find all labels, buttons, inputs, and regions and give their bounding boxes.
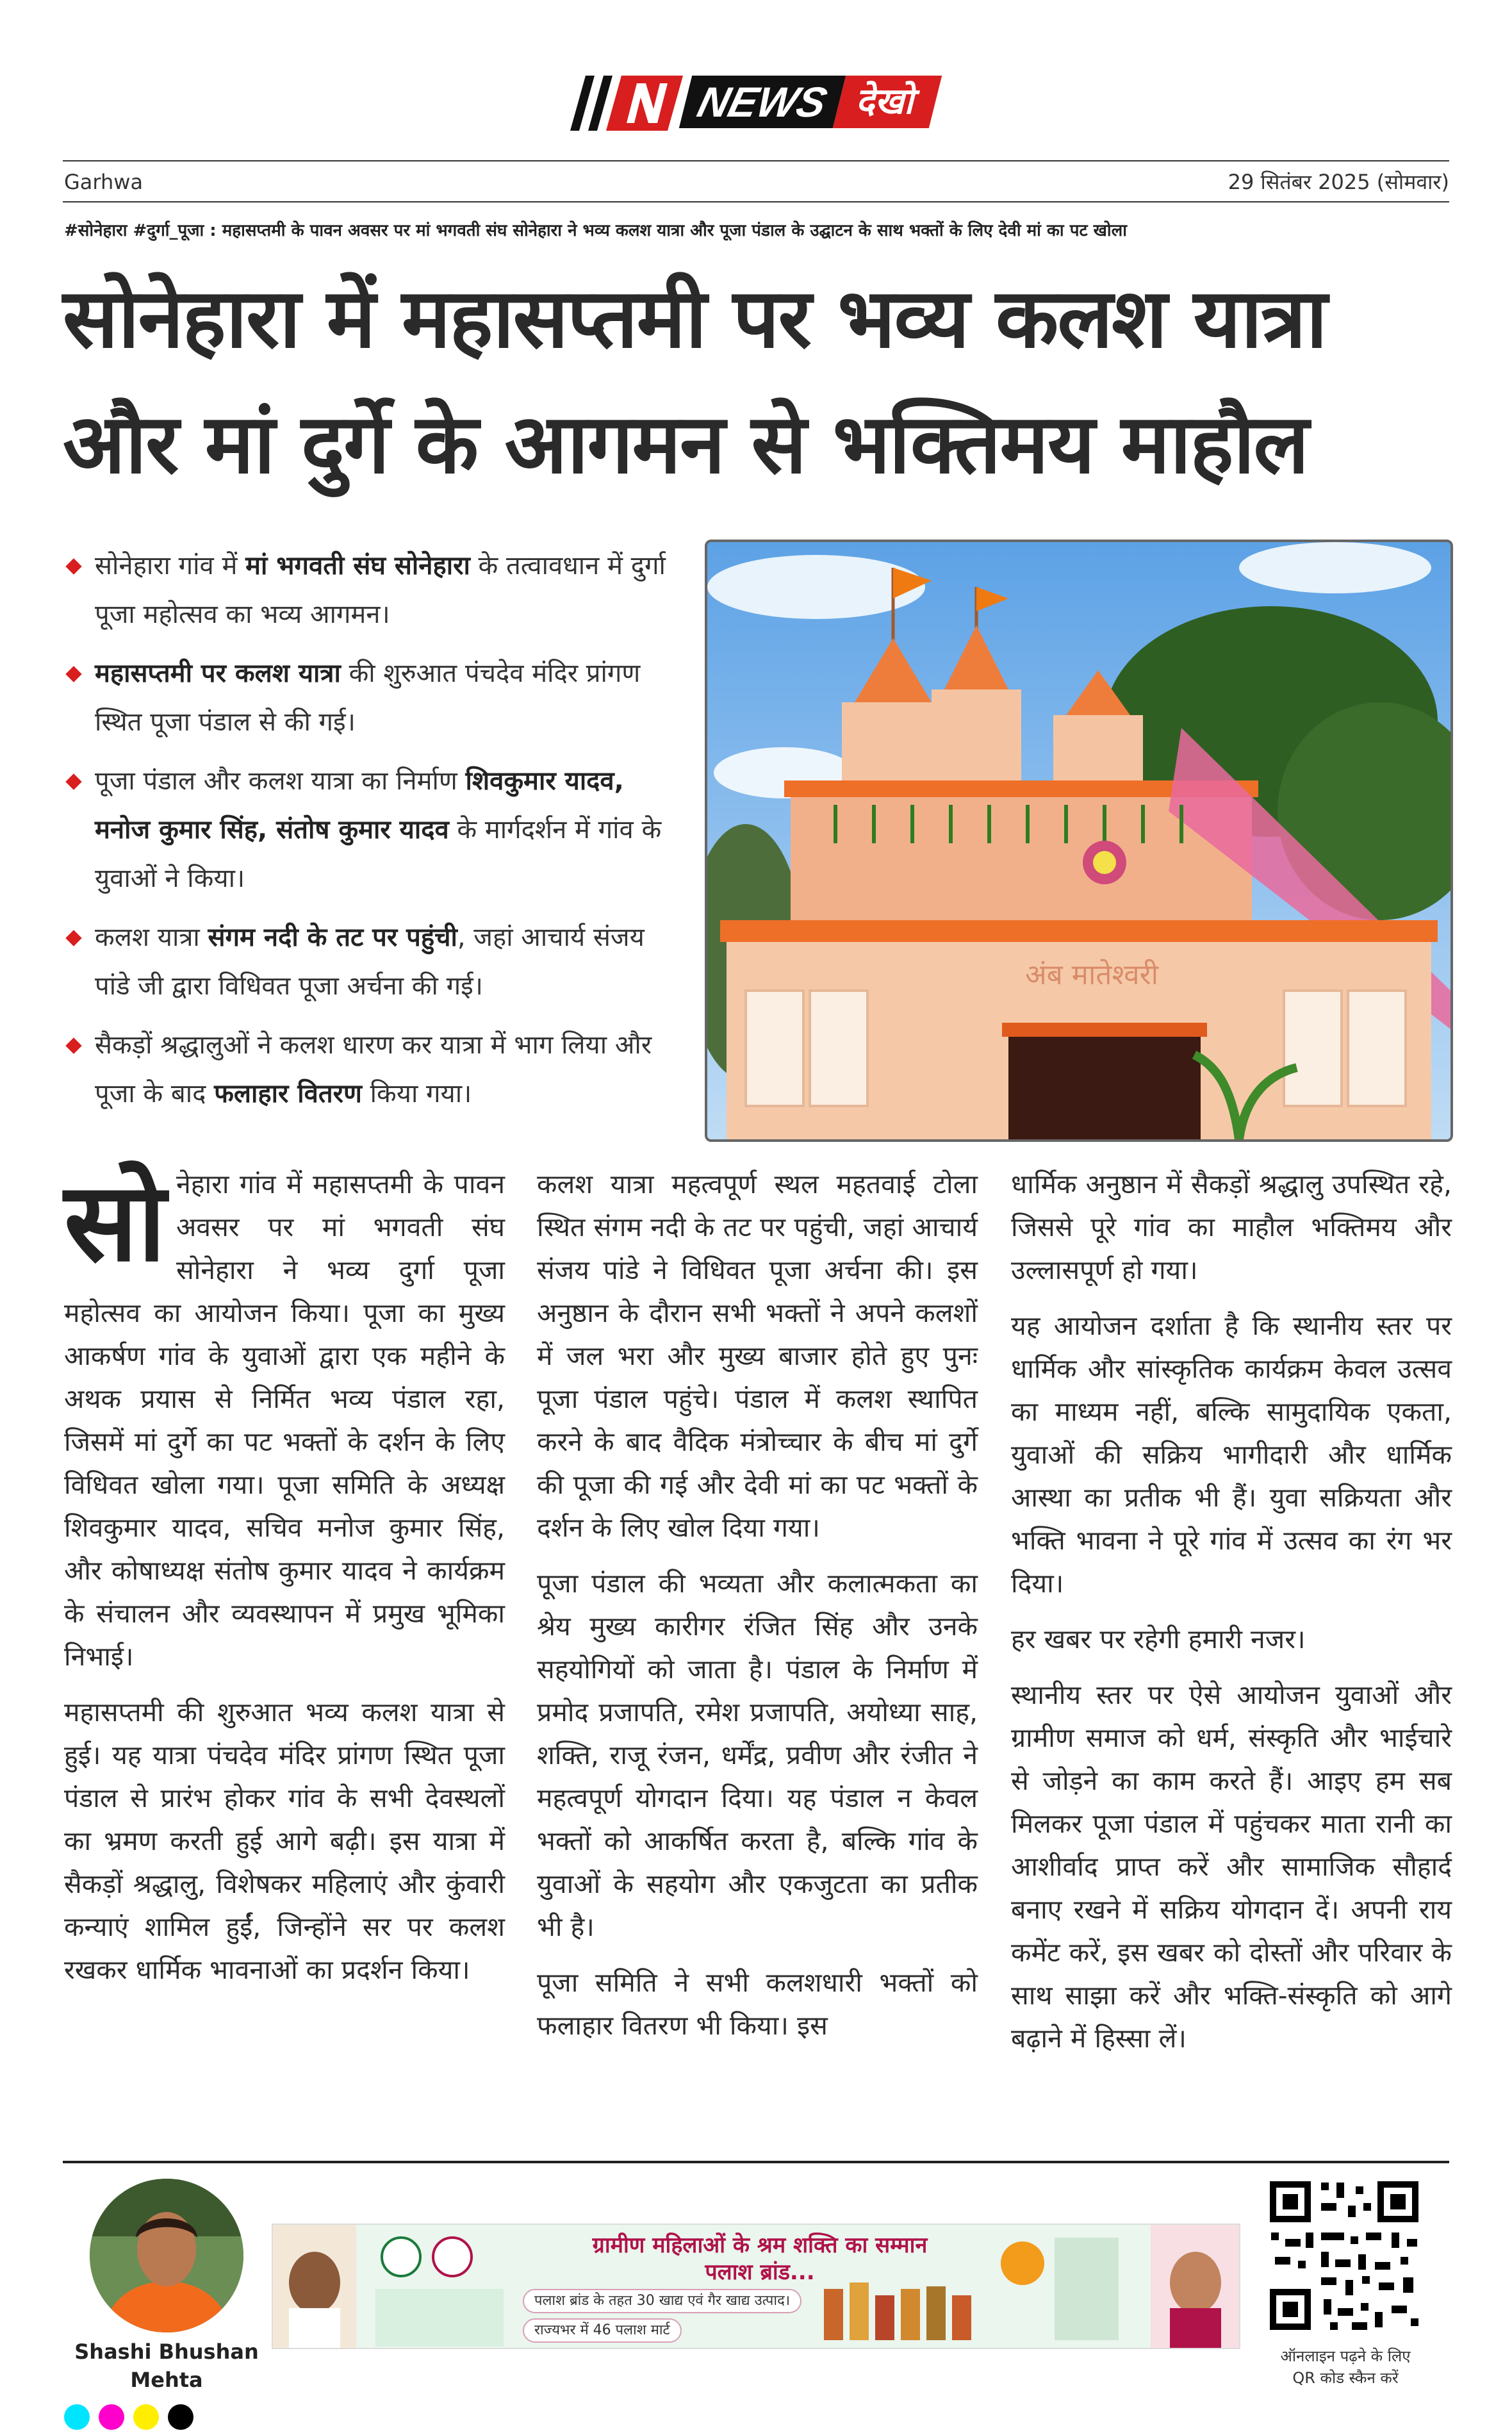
article-column-3: [1011, 1163, 1452, 2073]
highlight-item: पूजा पंडाल और कलश यात्रा का निर्माण शिवकुमार यादव, मनोज कुमार सिंह, संतोष कुमार यादव के मार्गदर्शन में गांव के युवाओं ने किया।: [64, 757, 686, 903]
cyan-dot-icon: [64, 2404, 90, 2430]
footer-rule: [63, 2161, 1449, 2163]
author-portrait-icon: [90, 2179, 243, 2332]
site-logo[interactable]: [557, 72, 955, 135]
highlight-item: कलश यात्रा संगम नदी के तट पर पहुंची, जहां आचार्य संजय पांडे जी द्वारा विधिवत पूजा अर्चना की गई।: [64, 913, 686, 1011]
advertisement-banner[interactable]: [272, 2224, 1240, 2349]
drop-cap: सो: [64, 1159, 166, 1286]
article-paragraph: स्थानीय स्तर पर ऐसे आयोजन युवाओं और ग्रामीण समाज को धर्म, संस्कृति और भाईचारे से जोड़ने का काम करते हैं। आइए हम सब मिलकर पूजा पंडाल में पहुंचकर माता रानी का आशीर्वाद प्राप्त करें और सामाजिक सौहार्द बनाए रखने में सक्रिय योगदान दें। अपनी राय कमेंट करें, इस खबर को दोस्तों और परिवार के साथ साझा करें और भक्ति-संस्कृति को आगे बढ़ाने में हिस्सा लें।: [1011, 1680, 1452, 2054]
article-paragraph: हर खबर पर रहेगी हमारी नजर।: [1011, 1624, 1306, 1655]
pandal-photo[interactable]: [705, 540, 1453, 1142]
article-paragraph: पूजा पंडाल की भव्यता और कलात्मकता का श्रेय मुख्य कारीगर रंजित सिंह और उनके सहयोगियों को जाता है। पंडाल के निर्माण में प्रमोद प्रजापति, रमेश प्रजापति, अयोध्या साह, शक्ति, राजू रंजन, धर्मेंद्र, प्रवीण और रंजीत ने महत्वपूर्ण योगदान दिया। यह पंडाल न केवल भक्तों को आकर्षित करता है, बल्कि गांव के युवाओं के सहयोग और एकजुटता का प्रतीक भी है।: [537, 1568, 978, 1942]
bullet-diamond-icon: [65, 1037, 81, 1053]
qr-code-icon: [1266, 2177, 1422, 2334]
ad-subtitle: पलाश ब्रांड...: [705, 2259, 815, 2285]
headline-line-2: और मां दुर्गे के आगमन से भक्तिमय माहौल: [63, 397, 1308, 492]
header-rule-lower: [63, 201, 1449, 202]
ad-point: पलाश ब्रांड के तहत 30 खाद्य एवं गैर खाद्य उत्पाद।: [523, 2289, 801, 2313]
page-headline: [63, 256, 1453, 508]
article-paragraph: सोनेहारा गांव में महासप्तमी के पावन अवसर पर मां भगवती संघ सोनेहारा ने भव्य दुर्गा पूजा महोत्सव का आयोजन किया। पूजा का मुख्य आकर्षण गांव के युवाओं द्वारा एक महीने के अथक प्रयास से निर्मित भव्य पंडाल रहा, जिसमें मां दुर्गे का पट भक्तों के दर्शन के लिए विधिवत खोला गया। पूजा समिति के अध्यक्ष शिवकुमार यादव, सचिव मनोज कुमार सिंह, और कोषाध्यक्ष संतोष कुमार यादव ने कार्यक्रम के संचालन और व्यवस्थापन में प्रमुख भूमिका निभाई।: [64, 1159, 505, 1672]
qr-caption: ऑनलाइन पढ़ने के लिए QR कोड स्कैन करें: [1280, 2347, 1411, 2387]
article-paragraph: धार्मिक अनुष्ठान में सैकड़ों श्रद्धालु उपस्थित रहे, जिससे पूरे गांव का माहौल भक्तिमय और उल्लासपूर्ण हो गया।: [1011, 1169, 1452, 1285]
highlight-item: महासप्तमी पर कलश यात्रा की शुरुआत पंचदेव मंदिर प्रांगण स्थित पूजा पंडाल से की गई।: [64, 649, 686, 747]
author-avatar[interactable]: [90, 2179, 243, 2332]
bullet-diamond-icon: [65, 773, 81, 789]
ad-point: राज्यभर में 46 पलाश मार्ट: [523, 2318, 682, 2343]
qr-code[interactable]: [1266, 2177, 1422, 2334]
magenta-dot-icon: [99, 2404, 124, 2430]
ad-title: ग्रामीण महिलाओं के श्रम शक्ति का सम्मान: [592, 2233, 928, 2258]
headline-line-1: सोनेहारा में महासप्तमी पर भव्य कलश यात्रा: [63, 271, 1326, 367]
article-paragraph: यह आयोजन दर्शाता है कि स्थानीय स्तर पर धार्मिक और सांस्कृतिक कार्यक्रम केवल उत्सव का माध्यम नहीं, बल्कि सामुदायिक एकता, युवाओं की सक्रिय भागीदारी और धार्मिक आस्था का प्रतीक भी हैं। युवा सक्रियता और भक्ति भावना ने पूरे गांव में उत्सव का रंग भर दिया।: [1011, 1310, 1452, 1599]
article-paragraph: महासप्तमी की शुरुआत भव्य कलश यात्रा से हुई। यह यात्रा पंचदेव मंदिर प्रांगण स्थित पूजा पंडाल से प्रारंभ होकर गांव के सभी देवस्थलों का भ्रमण करती हुई आगे बढ़ी। इस यात्रा में सैकड़ों श्रद्धालु, विशेषकर महिलाएं और कुंवारी कन्याएं शामिल हुईं, जिन्होंने सर पर कलश रखकर धार्मिक भावनाओं का प्रदर्शन किया।: [64, 1697, 505, 1985]
black-dot-icon: [168, 2404, 193, 2430]
highlight-item: सैकड़ों श्रद्धालुओं ने कलश धारण कर यात्रा में भाग लिया और पूजा के बाद फलाहार वितरण किया गया।: [64, 1021, 686, 1118]
bullet-diamond-icon: [65, 558, 81, 574]
article-column-1: [64, 1159, 505, 2004]
article-column-2: [537, 1163, 978, 2060]
article-paragraph: कलश यात्रा महत्वपूर्ण स्थल महतवाई टोला स्थित संगम नदी के तट पर पहुंची, जहां आचार्य संजय पांडे ने विधिवत पूजा अर्चना की। इस अनुष्ठान के दौरान सभी भक्तों ने अपने कलशों में जल भरा और मुख्य बाजार होते हुए पुनः पूजा पंडाल पहुंचे। पंडाल में कलश स्थापित करने के बाद वैदिक मंत्रोच्चार के बीच मां दुर्गे की पूजा की गई और देवी मां का पट भक्तों के दर्शन के लिए खोल दिया गया।: [537, 1169, 978, 1543]
story-tagline: #सोनेहारा #दुर्गा_पूजा : महासप्तमी के पावन अवसर पर मां भगवती संघ सोनेहारा ने भव्य कलश यात्रा और पूजा पंडाल के उद्घाटन के साथ भक्तों के लिए देवी मां का पट खोला: [64, 221, 1127, 240]
logo-news-text: NEWS: [679, 76, 846, 128]
pandal-illustration: [707, 542, 1450, 1139]
bullet-diamond-icon: [65, 666, 81, 682]
yellow-dot-icon: [133, 2404, 159, 2430]
dateline-location: Garhwa: [64, 170, 144, 194]
header-rule: [63, 160, 1449, 161]
dateline-date: 29 सितंबर 2025 (सोमवार): [1228, 170, 1449, 194]
bullet-diamond-icon: [65, 930, 81, 946]
article-paragraph: पूजा समिति ने सभी कलशधारी भक्तों को फलाहार वितरण भी किया। इस: [537, 1967, 978, 2041]
print-registration-marks: [64, 2404, 202, 2430]
author-name: Shashi Bhushan Mehta: [74, 2340, 259, 2392]
pandal-sign: अंब मातेश्वरी: [1024, 959, 1159, 991]
highlights-list: [64, 541, 686, 1128]
logo-slash-mark-icon: [557, 72, 686, 135]
highlight-item: सोनेहारा गांव में मां भगवती संघ सोनेहारा के तत्वावधान में दुर्गा पूजा महोत्सव का भव्य आगमन।: [64, 541, 686, 639]
logo-dekho-text: देखो: [833, 76, 942, 128]
